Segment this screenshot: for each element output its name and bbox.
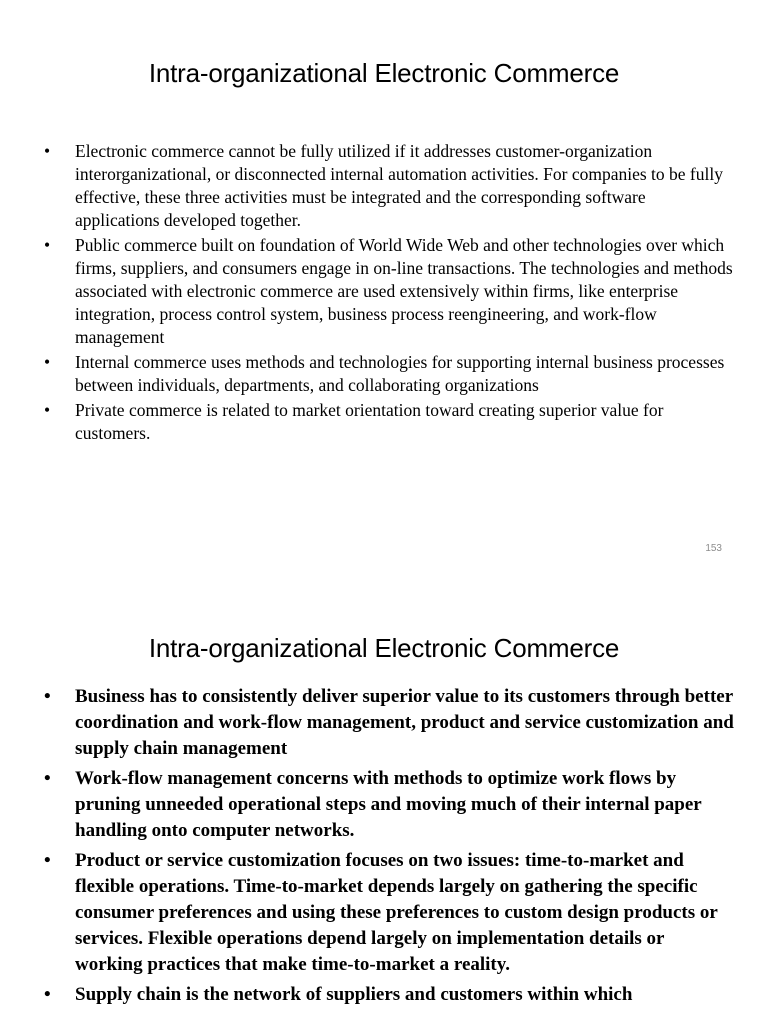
bullet-icon: •	[44, 768, 51, 789]
bullet-icon: •	[44, 686, 51, 707]
list-item	[44, 399, 734, 445]
list-item	[44, 766, 734, 844]
slide-next	[0, 576, 768, 1024]
list-item	[44, 140, 734, 232]
bullet-icon: •	[44, 984, 51, 1005]
bullet-icon: •	[44, 352, 51, 372]
slide-title: Intra-organizational Electronic Commerce	[148, 58, 620, 88]
bullet-text: Electronic commerce cannot be fully utilized if it addresses customer-organization interorganizational, or disconnected internal automation activities. For companies to be fully effective, these three activities must be integrated and the corresponding software applications developed together.	[75, 141, 723, 230]
bullet-icon: •	[44, 850, 51, 871]
list-item	[44, 684, 734, 762]
bullet-text: Public commerce built on foundation of World Wide Web and other technologies over which firms, suppliers, and consumers engage in on-line transactions. The technologies and methods associated with electronic commerce are used extensively within firms, like enterprise integration, process control system, business process reengineering, and work-flow management	[75, 235, 733, 347]
list-item	[44, 982, 734, 1008]
bullet-text: Private commerce is related to market orientation toward creating superior value for customers.	[75, 400, 664, 443]
list-item	[44, 848, 734, 978]
bullet-text: Internal commerce uses methods and technologies for supporting internal business processes between individuals, departments, and collaborating organizations	[75, 352, 725, 395]
bullet-text: Supply chain is the network of suppliers and customers within which	[75, 984, 633, 1005]
bullet-icon: •	[44, 141, 51, 161]
bullet-text: Work-flow management concerns with methods to optimize work flows by pruning unneeded operational steps and moving much of their internal paper handling onto computer networks.	[75, 768, 702, 841]
list-item	[44, 351, 734, 397]
bullet-list	[44, 140, 734, 447]
bullet-list	[44, 684, 734, 1012]
list-item	[44, 234, 734, 349]
bullet-icon: •	[44, 235, 51, 255]
bullet-text: Business has to consistently deliver superior value to its customers through better coordination and work-flow management, product and service customization and supply chain management	[75, 686, 734, 759]
bullet-icon: •	[44, 400, 51, 420]
page-number: 153	[705, 543, 722, 554]
slide-title: Intra-organizational Electronic Commerce	[148, 633, 620, 663]
bullet-text: Product or service customization focuses on two issues: time-to-market and flexible operations. Time-to-market depends largely on gathering the specific consumer preferences and using these preferences to custom design products or services. Flexible operations depend largely on implementation details or working practices that make time-to-market a reality.	[75, 850, 718, 975]
